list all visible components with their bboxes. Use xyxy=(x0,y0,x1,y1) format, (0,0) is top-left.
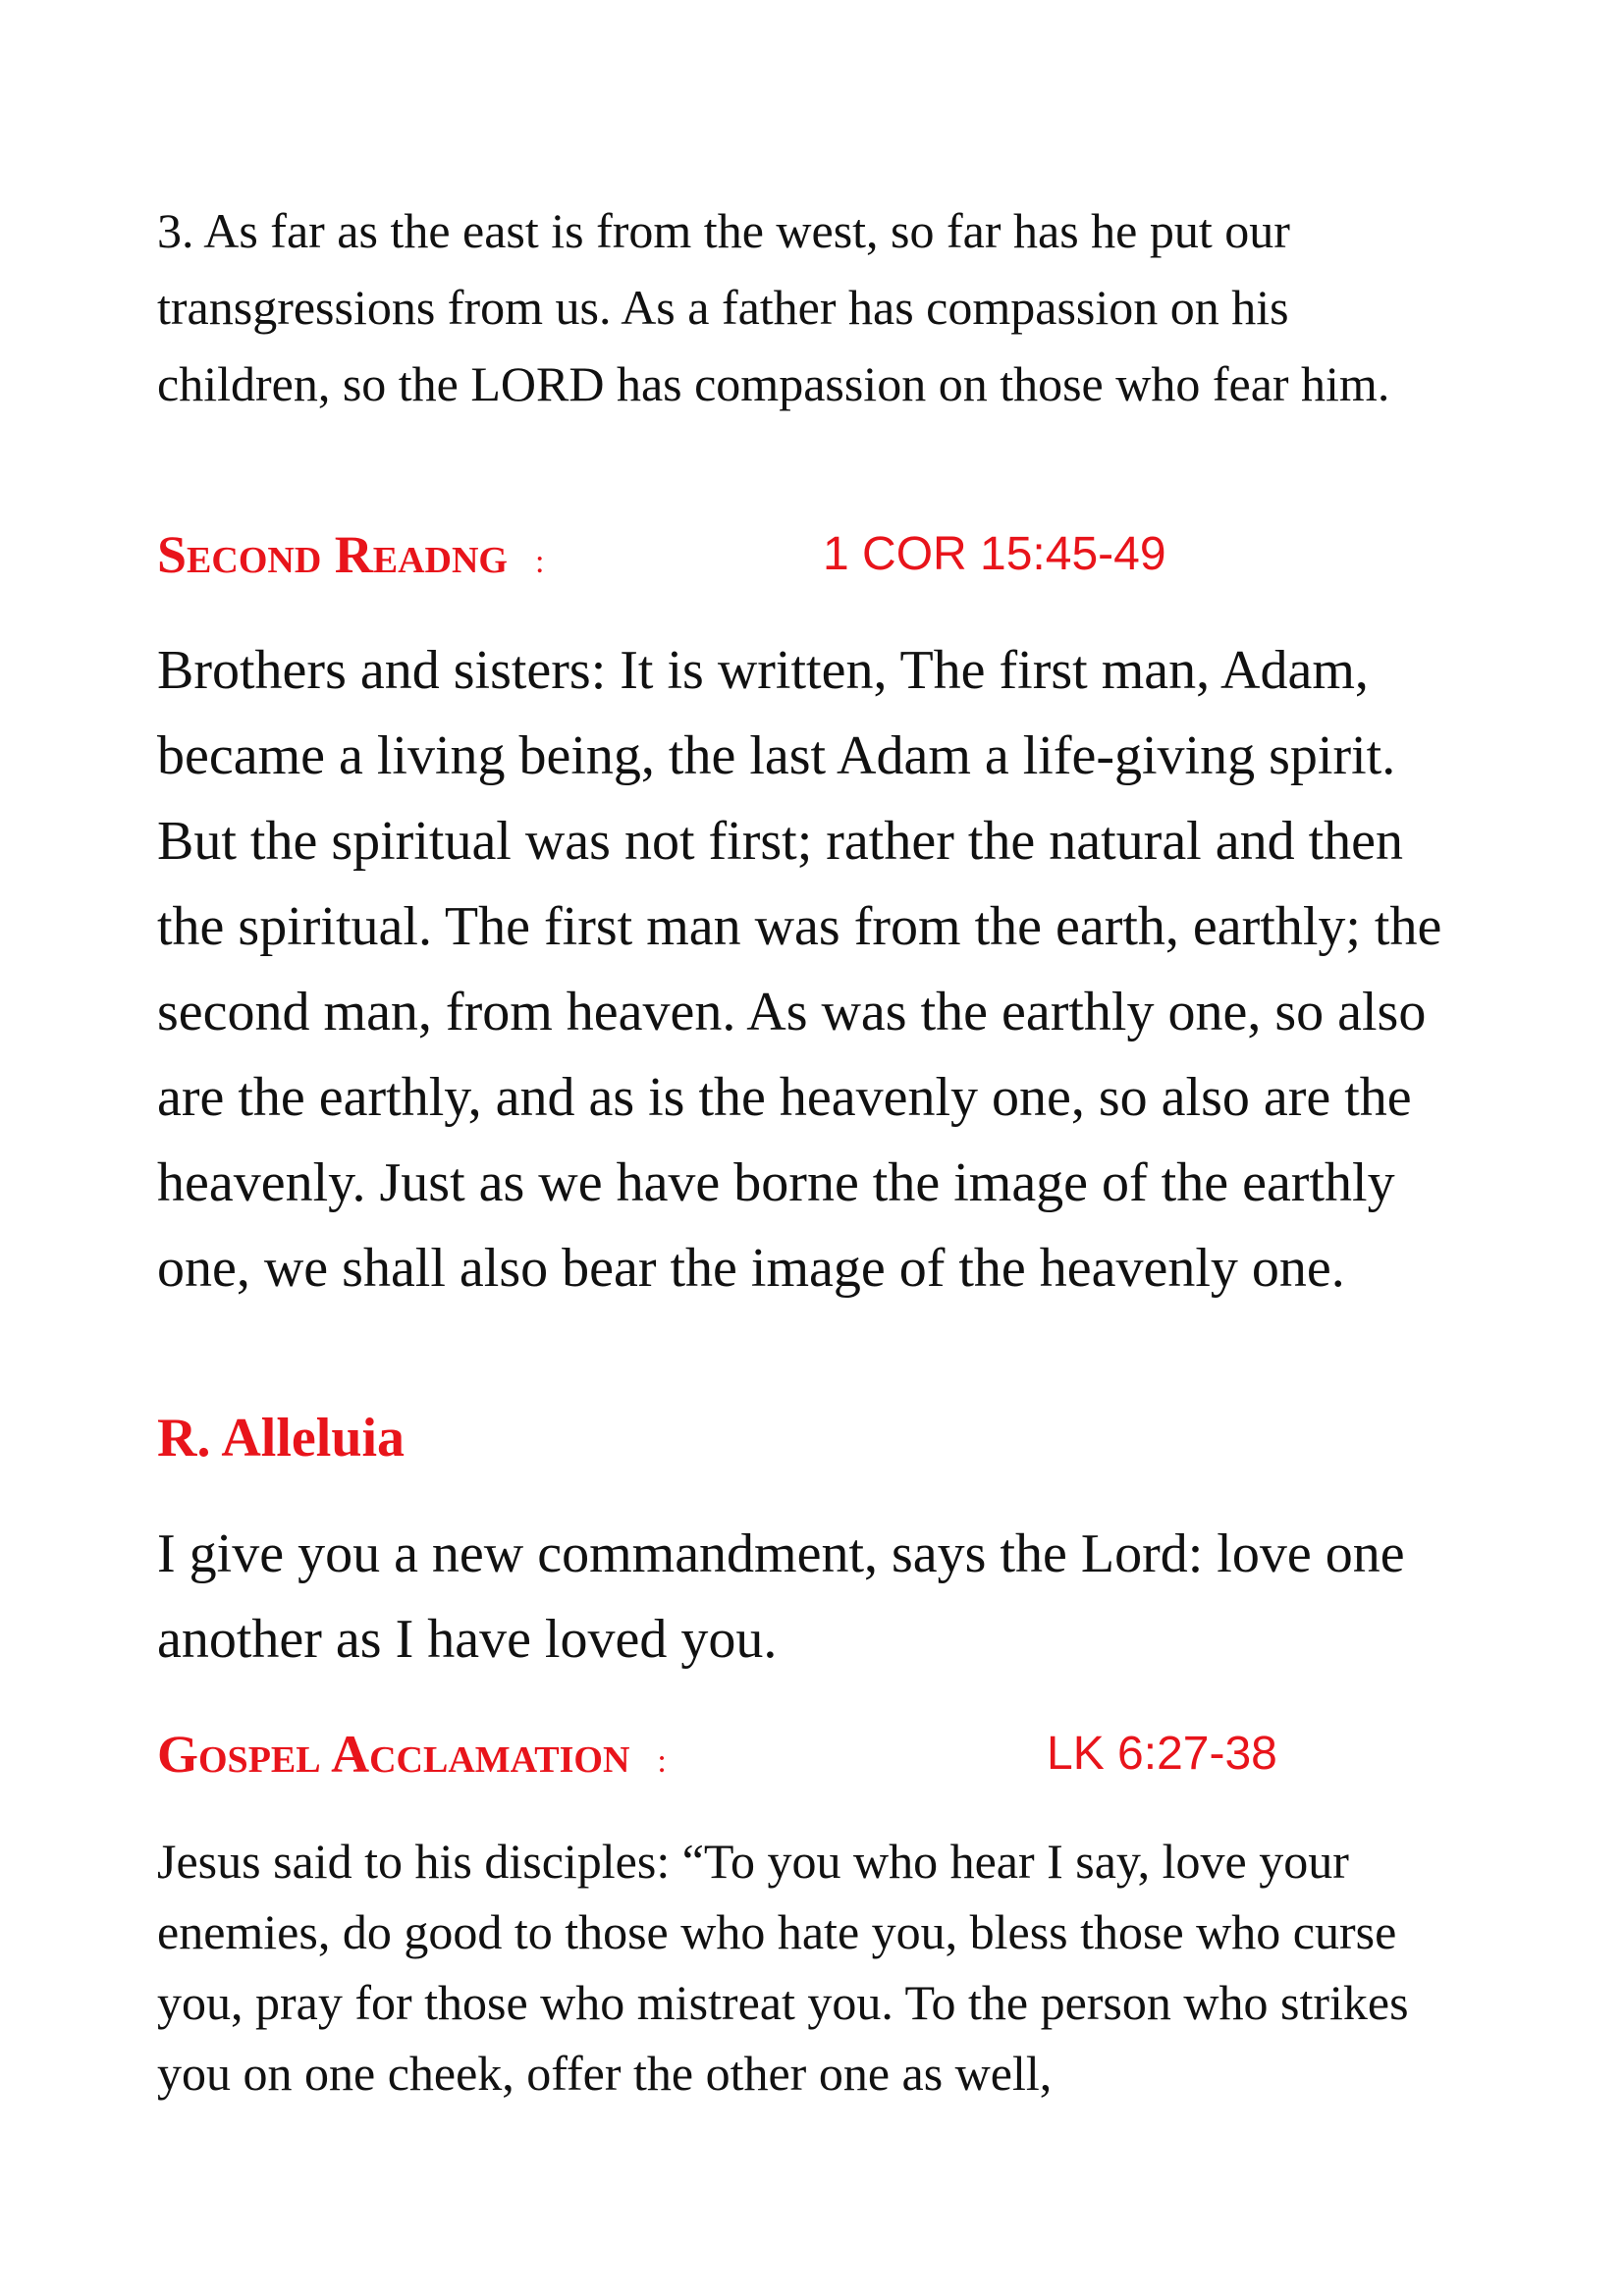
gospel-text: Jesus said to his disciples: “To you who hear I say, love your enemies, do good to those who hate you, bless those who curse you, pray for those who mistreat you. To the person who strikes you on one cheek, offer the other one as well, xyxy=(157,1834,1409,2101)
alleluia-heading: R. Alleluia xyxy=(157,1408,406,1468)
second-reading-text: Brothers and sisters: It is written, The first man, Adam, became a living being, the last Adam a life-giving spirit. But the spiritual was not first; rather the natural and then the spiritual. The first man was from the earth, earthly; the second man, from heaven. As was the earthly one, so also are the earthly, and as is the heavenly one, so also are the heavenly. Just as we have borne the image of the earthly one, we shall also bear the image of the heavenly one. xyxy=(157,640,1442,1299)
second-reading-label: Second Readng xyxy=(157,525,508,584)
second-reading-reference: 1 COR 15:45-49 xyxy=(823,528,1166,580)
psalm-verse-text: 3. As far as the east is from the west, so far has he put our transgressions from us. As a father has compassion on his children, so the LORD has compassion on those who fear him. xyxy=(157,203,1390,411)
gospel-reference: LK 6:27-38 xyxy=(1047,1728,1277,1780)
second-reading-separator: : xyxy=(535,544,545,580)
gospel-heading xyxy=(157,1720,1473,1796)
second-reading-heading xyxy=(157,520,1473,597)
alleluia-verse-text: I give you a new commandment, says the Lord: love one another as I have loved you. xyxy=(157,1523,1405,1670)
gospel-label: Gospel Acclamation xyxy=(157,1725,630,1784)
gospel-separator: : xyxy=(657,1743,667,1780)
